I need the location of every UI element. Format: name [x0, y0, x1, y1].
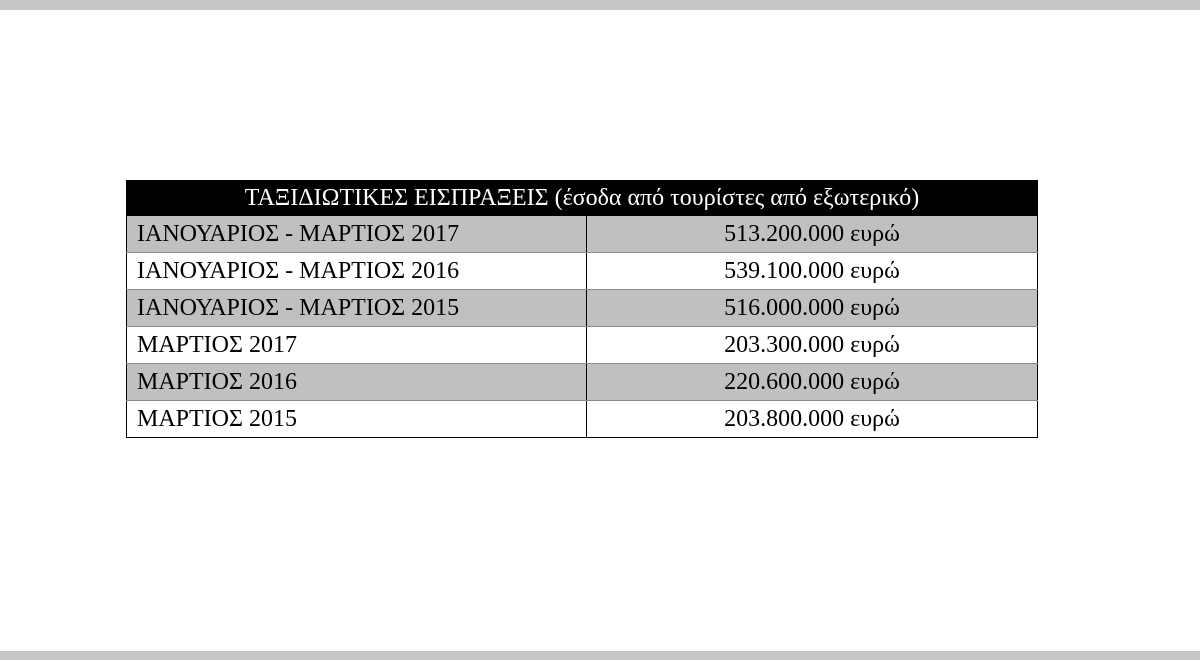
table-row: [127, 253, 1038, 290]
table-header-row: [127, 181, 1038, 216]
table-title: ΤΑΞΙΔΙΩΤΙΚΕΣ ΕΙΣΠΡΑΞΕΙΣ (έσοδα από τουρίστες από εξωτερικό): [127, 181, 1038, 216]
table-row: [127, 216, 1038, 253]
period-cell: ΜΑΡΤΙΟΣ 2015: [127, 401, 587, 438]
table-row: [127, 364, 1038, 401]
top-frame-bar: [0, 0, 1200, 10]
amount-cell: 516.000.000 ευρώ: [587, 290, 1038, 327]
amount-cell: 203.800.000 ευρώ: [587, 401, 1038, 438]
table-row: [127, 290, 1038, 327]
period-cell: ΜΑΡΤΙΟΣ 2017: [127, 327, 587, 364]
amount-cell: 539.100.000 ευρώ: [587, 253, 1038, 290]
period-cell: ΙΑΝΟΥΑΡΙΟΣ - ΜΑΡΤΙΟΣ 2017: [127, 216, 587, 253]
travel-receipts-table: [126, 180, 1038, 438]
table-row: [127, 401, 1038, 438]
amount-cell: 220.600.000 ευρώ: [587, 364, 1038, 401]
amount-cell: 513.200.000 ευρώ: [587, 216, 1038, 253]
period-cell: ΜΑΡΤΙΟΣ 2016: [127, 364, 587, 401]
amount-cell: 203.300.000 ευρώ: [587, 327, 1038, 364]
period-cell: ΙΑΝΟΥΑΡΙΟΣ - ΜΑΡΤΙΟΣ 2015: [127, 290, 587, 327]
period-cell: ΙΑΝΟΥΑΡΙΟΣ - ΜΑΡΤΙΟΣ 2016: [127, 253, 587, 290]
bottom-frame-bar: [0, 651, 1200, 660]
table-row: [127, 327, 1038, 364]
